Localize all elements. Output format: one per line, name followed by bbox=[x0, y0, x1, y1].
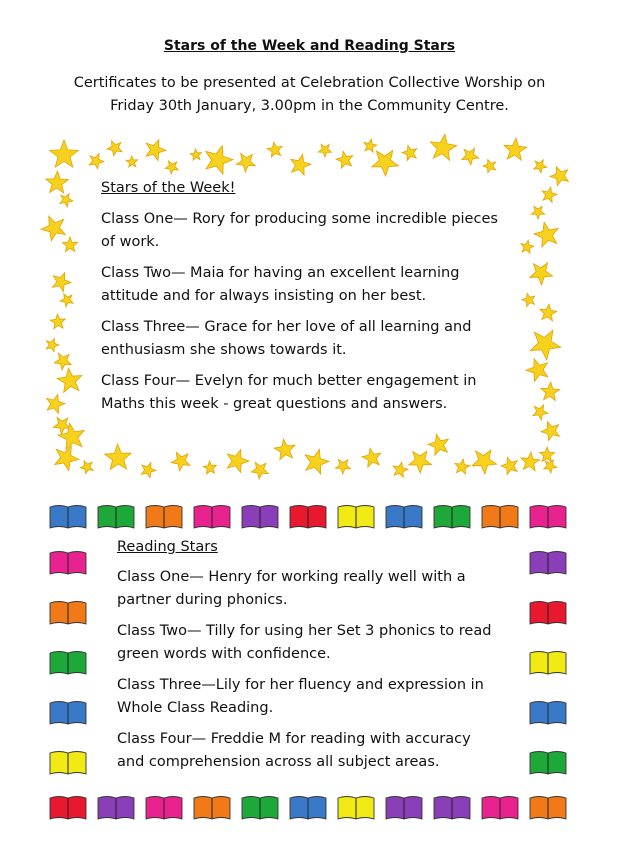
open-book-icon bbox=[482, 506, 518, 529]
event-info-line-1: Certificates to be presented at Celebration Collective Worship on bbox=[73, 75, 546, 91]
open-book-icon bbox=[530, 552, 566, 575]
entry-line: and comprehension across all subject areas. bbox=[117, 754, 440, 770]
open-book-icon bbox=[50, 652, 86, 675]
open-book-icon bbox=[530, 652, 566, 675]
open-book-icon bbox=[194, 506, 230, 529]
open-book-icon bbox=[482, 797, 518, 820]
entry-line: Maths this week - great questions and answers. bbox=[101, 396, 448, 412]
open-book-icon bbox=[290, 506, 326, 529]
entry-line: Class One— Rory for producing some incredible pieces bbox=[101, 211, 498, 227]
entry-line: Class Three—Lily for her fluency and expression in bbox=[117, 677, 484, 693]
entry-line: Class One— Henry for working really well with a bbox=[117, 569, 466, 585]
open-book-icon bbox=[434, 797, 470, 820]
open-book-icon bbox=[338, 506, 374, 529]
open-book-icon bbox=[338, 797, 374, 820]
reading-entry-class-one bbox=[117, 566, 466, 612]
open-book-icon bbox=[386, 506, 422, 529]
entry-line: green words with confidence. bbox=[117, 646, 331, 662]
open-book-icon bbox=[530, 506, 566, 529]
open-book-icon bbox=[50, 702, 86, 725]
entry-line: Class Three— Grace for her love of all learning and bbox=[101, 319, 472, 335]
entry-line: Class Two— Tilly for using her Set 3 phonics to read bbox=[117, 623, 492, 639]
entry-line: attitude and for always insisting on her best. bbox=[101, 288, 427, 304]
entry-line: Class Two— Maia for having an excellent learning bbox=[101, 265, 460, 281]
page-title: Stars of the Week and Reading Stars bbox=[163, 38, 456, 54]
open-book-icon bbox=[530, 752, 566, 775]
open-book-icon bbox=[242, 506, 278, 529]
open-book-icon bbox=[530, 702, 566, 725]
open-book-icon bbox=[530, 602, 566, 625]
reading-entry-class-three bbox=[117, 674, 484, 720]
event-info bbox=[0, 72, 619, 118]
open-book-icon bbox=[530, 797, 566, 820]
reading-entry-class-four bbox=[117, 728, 471, 774]
entry-line: Class Four— Evelyn for much better engagement in bbox=[101, 373, 477, 389]
open-book-icon bbox=[50, 752, 86, 775]
stars-of-week-heading: Stars of the Week! bbox=[101, 180, 236, 196]
stars-entry-class-three bbox=[101, 316, 471, 362]
reading-entry-class-two bbox=[117, 620, 491, 666]
open-book-icon bbox=[98, 797, 134, 820]
open-book-icon bbox=[50, 602, 86, 625]
open-book-icon bbox=[50, 797, 86, 820]
open-book-icon bbox=[386, 797, 422, 820]
open-book-icon bbox=[146, 506, 182, 529]
open-book-icon bbox=[242, 797, 278, 820]
open-book-icon bbox=[434, 506, 470, 529]
stars-entry-class-four bbox=[101, 370, 476, 416]
entry-line: of work. bbox=[101, 234, 160, 250]
stars-entry-class-two bbox=[101, 262, 459, 308]
open-book-icon bbox=[50, 506, 86, 529]
entry-line: Whole Class Reading. bbox=[117, 700, 274, 716]
open-book-icon bbox=[290, 797, 326, 820]
entry-line: enthusiasm she shows towards it. bbox=[101, 342, 347, 358]
entry-line: Class Four— Freddie M for reading with accuracy bbox=[117, 731, 471, 747]
entry-line: partner during phonics. bbox=[117, 592, 288, 608]
event-info-line-2: Friday 30th January, 3.00pm in the Community Centre. bbox=[110, 98, 509, 114]
open-book-icon bbox=[50, 552, 86, 575]
stars-entry-class-one bbox=[101, 208, 498, 254]
reading-stars-heading: Reading Stars bbox=[117, 539, 218, 555]
open-book-icon bbox=[98, 506, 134, 529]
open-book-icon bbox=[194, 797, 230, 820]
open-book-icon bbox=[146, 797, 182, 820]
